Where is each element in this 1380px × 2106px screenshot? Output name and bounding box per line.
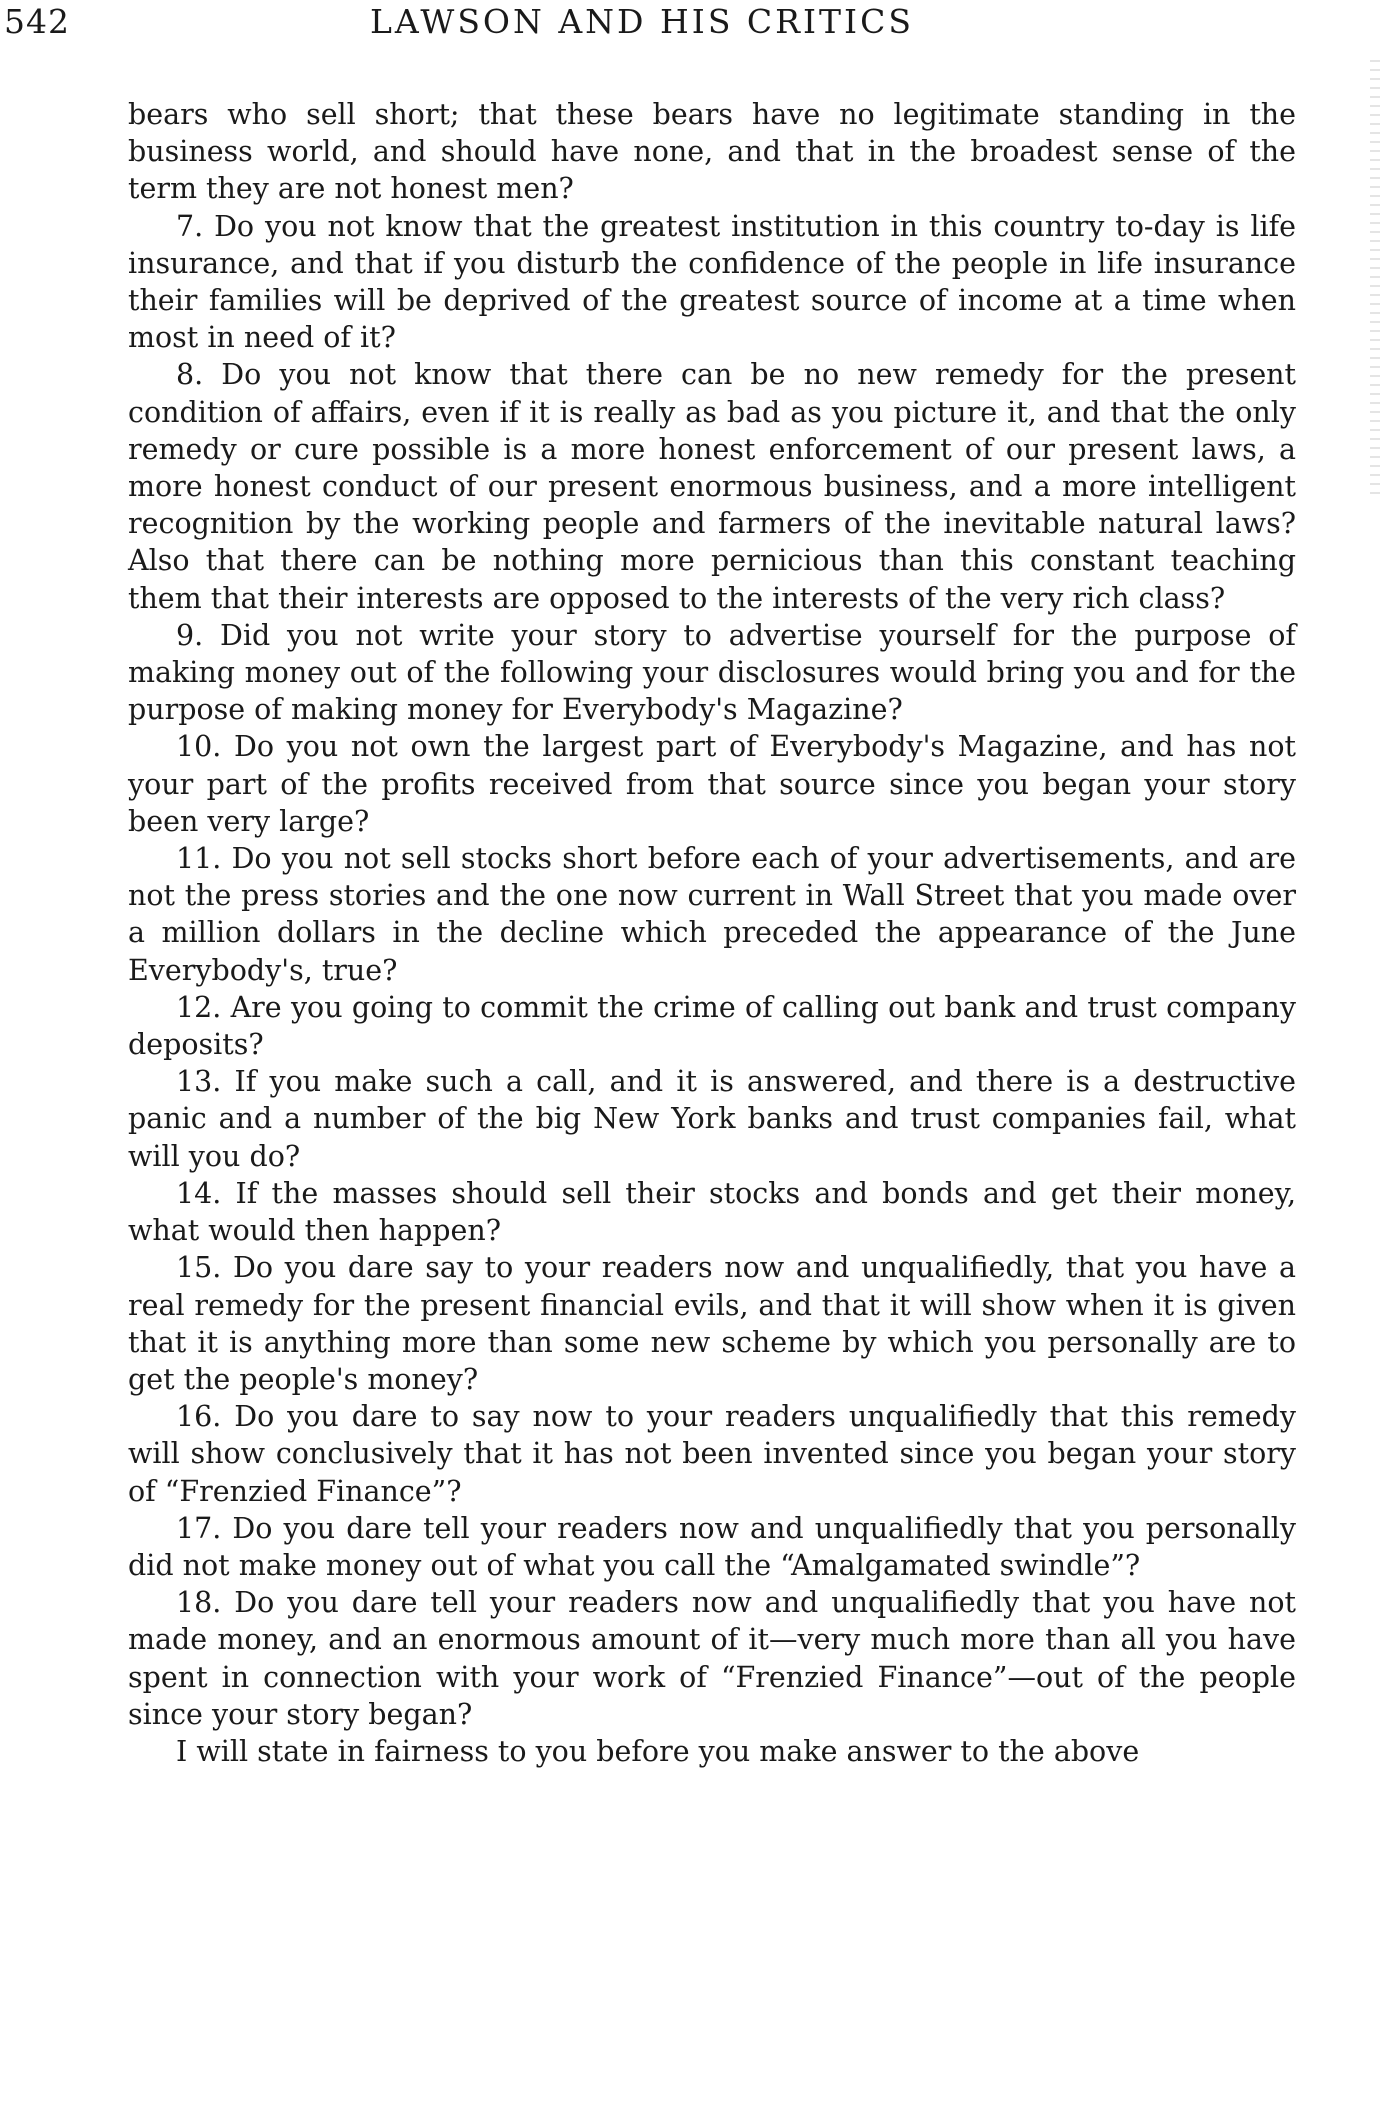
closing-paragraph: I will state in fairness to you before you make answer to the above: [176, 1734, 1140, 1768]
page-number: 542: [4, 2, 70, 41]
question-18: 18. Do you dare tell your readers now and unqualifiedly that you have not made money, and an enormous amount of it—very much more than all you have spent in connection with your work of “Frenzied Finance”—out of the people since your story began?: [128, 1586, 1296, 1731]
question-13: 13. If you make such a call, and it is answered, and there is a destructive panic and a number of the big New York banks and trust companies fail, what will you do?: [128, 1065, 1296, 1173]
text-body: [128, 96, 1296, 1770]
question-7: 7. Do you not know that the greatest institution in this country to-day is life insurance, and that if you disturb the confidence of the people in life insurance their families will be deprived of the greatest source of income at a time when most in need of it?: [128, 209, 1296, 355]
running-title: LAWSON AND HIS CRITICS: [370, 2, 914, 41]
question-9: 9. Did you not write your story to advertise yourself for the purpose of making money out of the following your disclosures would bring you and for the purpose of making money for Everybody's Magazine?: [128, 618, 1296, 727]
question-8: 8. Do you not know that there can be no new remedy for the present condition of affairs, even if it is really as bad as you picture it, and that the only remedy or cure possible is a more honest enforcement of our present laws, a more honest conduct of our present enormous business, and a more intelligent recognition by the working people and farmers of the inevitable natural laws? Also that there can be nothing more pernicious than this constant teaching them that their interests are opposed to the interests of the very rich class?: [128, 358, 1296, 615]
question-11: 11. Do you not sell stocks short before each of your advertisements, and are not the press stories and the one now current in Wall Street that you made over a million dollars in the decline which preceded the appearance of the June Everybody's, true?: [128, 842, 1296, 987]
question-10: 10. Do you not own the largest part of Everybody's Magazine, and has not your part of the profits received from that source since you began your story been very large?: [128, 730, 1296, 838]
question-16: 16. Do you dare to say now to your readers unqualifiedly that this remedy will show conclusively that it has not been invented since you began your story of “Frenzied Finance”?: [128, 1400, 1296, 1508]
question-15: 15. Do you dare say to your readers now and unqualifiedly, that you have a real remedy for the present financial evils, and that it will show when it is given that it is anything more than some new scheme by which you personally are to get the people's money?: [128, 1251, 1296, 1396]
question-17: 17. Do you dare tell your readers now and unqualifiedly that you personally did not make money out of what you call the “Amalgamated swindle”?: [128, 1511, 1296, 1582]
paragraph-continuation: bears who sell short; that these bears have no legitimate standing in the business world, and should have none, and that in the broadest sense of the term they are not honest men?: [128, 98, 1296, 206]
question-12: 12. Are you going to commit the crime of calling out bank and trust company deposits?: [128, 990, 1296, 1062]
page-header: [0, 0, 1380, 46]
page-edge-scan-marks: [1370, 60, 1380, 500]
question-14: 14. If the masses should sell their stocks and bonds and get their money, what would then happen?: [128, 1176, 1296, 1248]
